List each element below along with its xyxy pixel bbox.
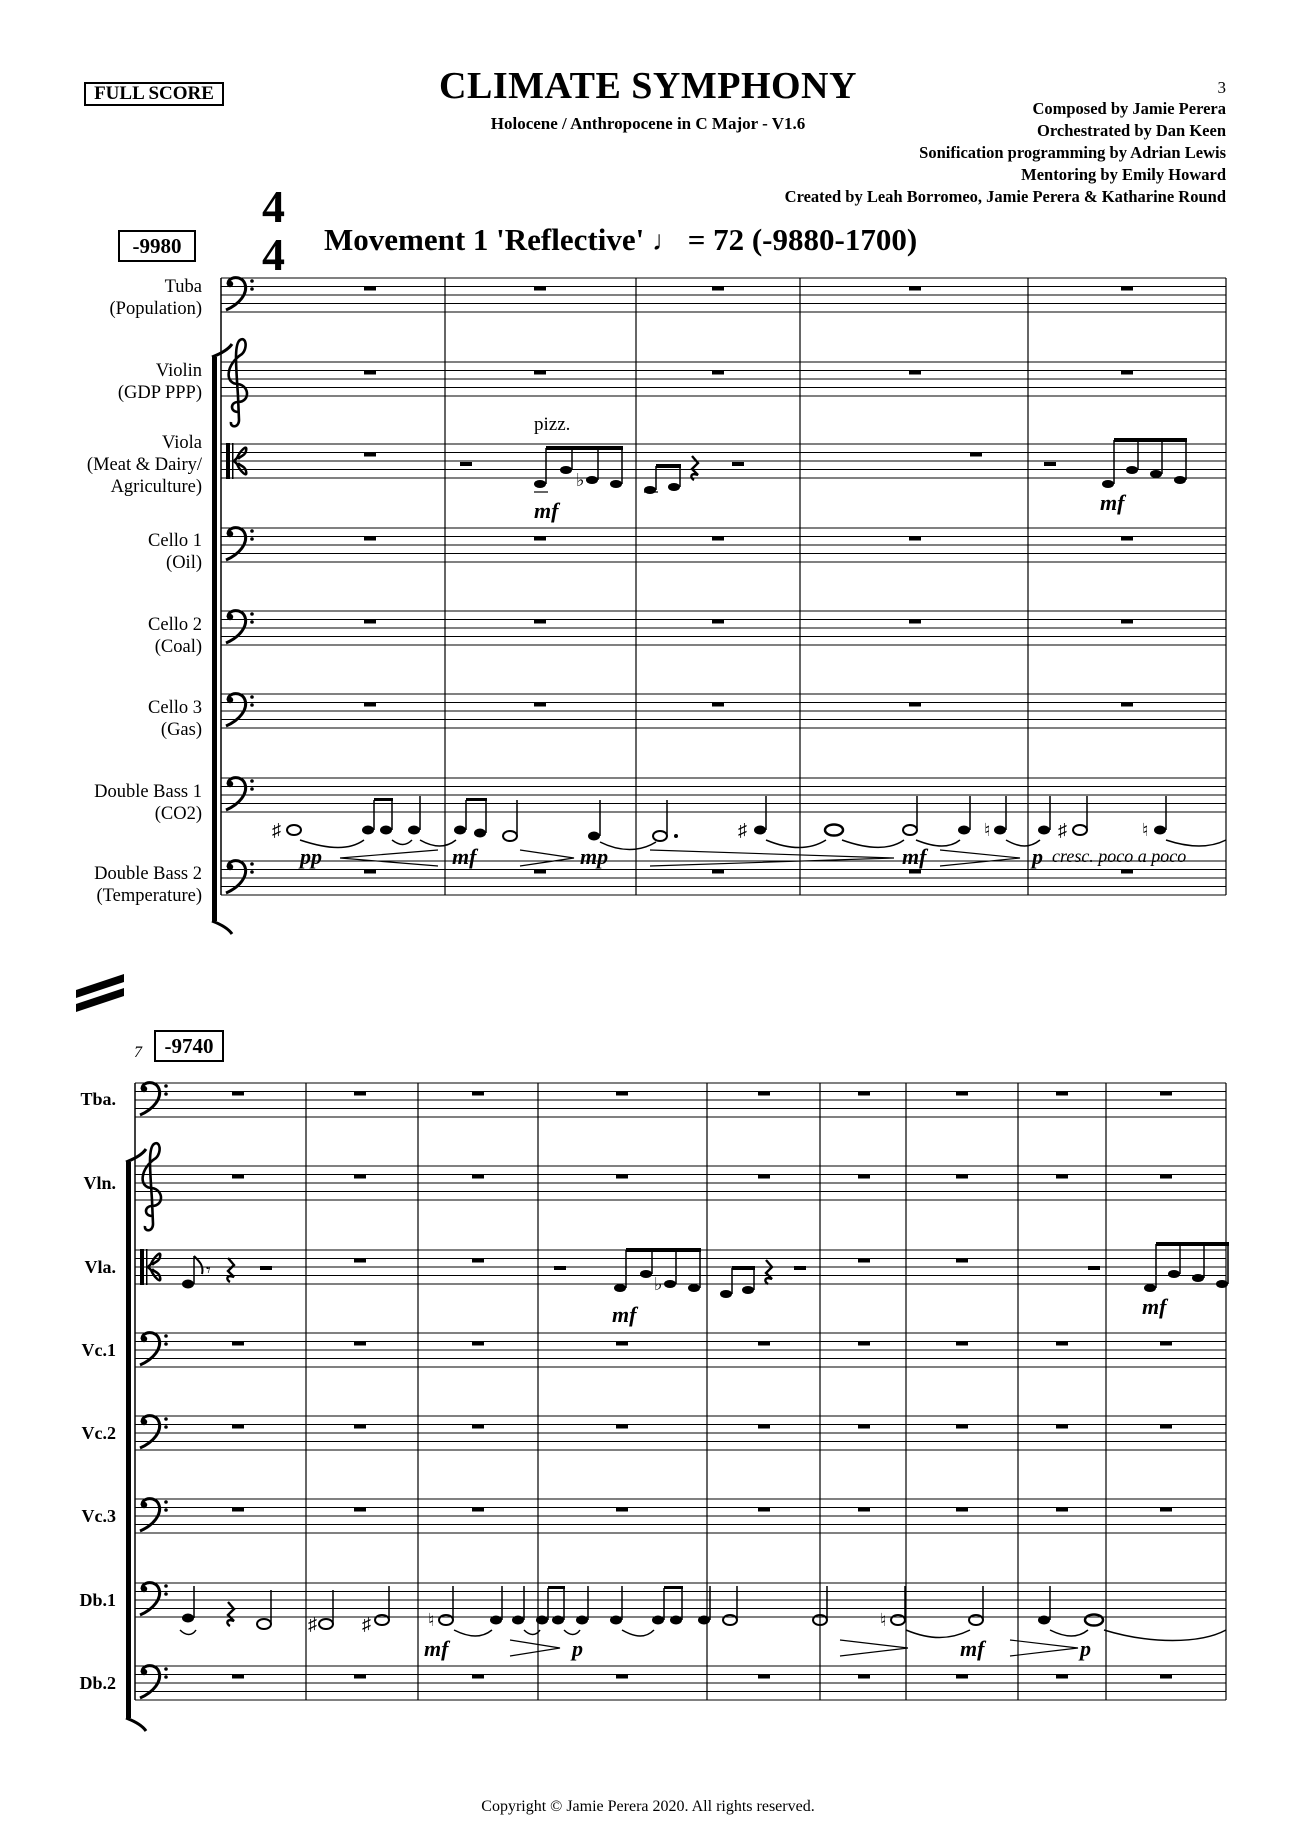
whole-rest — [909, 703, 921, 707]
viola-notes-m6 — [1044, 438, 1187, 488]
bass-clef-icon — [226, 611, 254, 643]
whole-rest — [956, 1508, 968, 1512]
quarter-note-icon: ♩ — [651, 226, 680, 257]
whole-rest — [534, 287, 546, 291]
whole-rest — [712, 371, 724, 375]
whole-rest — [232, 1092, 244, 1096]
instrument-abbr-violin: Vln. — [83, 1173, 116, 1193]
whole-rest — [472, 1342, 484, 1346]
svg-text:♮: ♮ — [984, 820, 991, 840]
whole-rest — [472, 1175, 484, 1179]
whole-rest — [1121, 703, 1133, 707]
staff — [221, 778, 1226, 812]
credit-line: Composed by Jamie Perera — [1032, 99, 1226, 118]
credit-line: Orchestrated by Dan Keen — [1037, 121, 1226, 140]
bass-clef-icon — [140, 1083, 168, 1115]
whole-rest — [534, 371, 546, 375]
whole-rest — [354, 1425, 366, 1429]
whole-rest — [758, 1175, 770, 1179]
rehearsal-mark: -9980 — [118, 230, 196, 262]
whole-rest — [1121, 537, 1133, 541]
instrument-label-double-bass-2: Double Bass 2 (Temperature) — [94, 864, 202, 906]
treble-clef-icon — [229, 339, 247, 426]
dynamic-marking: mf — [534, 498, 559, 523]
staff — [135, 1499, 1226, 1533]
whole-rest — [534, 537, 546, 541]
svg-text:♯: ♯ — [1058, 820, 1067, 840]
dynamic-marking: p — [572, 1636, 583, 1661]
whole-rest — [616, 1425, 628, 1429]
bass-clef-icon — [140, 1583, 168, 1615]
whole-rest — [858, 1092, 870, 1096]
whole-rest — [858, 1175, 870, 1179]
whole-rest — [909, 287, 921, 291]
whole-rest — [364, 870, 376, 874]
staff — [221, 443, 1226, 479]
whole-rest — [712, 287, 724, 291]
instrument-label-violin: Violin (GDP PPP) — [117, 361, 202, 403]
svg-text:𝄾: 𝄾 — [206, 1260, 211, 1280]
whole-rest — [1121, 371, 1133, 375]
whole-rest — [956, 1175, 968, 1179]
staff — [135, 1416, 1226, 1450]
whole-rest — [1056, 1175, 1068, 1179]
string-bracket — [212, 344, 232, 934]
whole-rest — [616, 1508, 628, 1512]
whole-rest — [712, 703, 724, 707]
whole-rest — [758, 1092, 770, 1096]
dynamic-marking: mf — [612, 1302, 637, 1327]
whole-rest — [909, 537, 921, 541]
whole-rest — [1121, 287, 1133, 291]
instrument-label-tuba: Tuba (Population) — [109, 277, 202, 319]
staff — [221, 278, 1226, 312]
whole-rest — [758, 1425, 770, 1429]
whole-rest — [956, 1342, 968, 1346]
whole-rest — [956, 1425, 968, 1429]
credit-line: Sonification programming by Adrian Lewis — [919, 143, 1226, 162]
dynamic-marking: mf — [424, 1636, 449, 1661]
instrument-abbr-cello-1: Vc.1 — [81, 1340, 116, 1360]
whole-rest — [956, 1259, 968, 1263]
whole-rest — [616, 1342, 628, 1346]
db1-notes-system2 — [180, 1586, 1226, 1656]
dynamic-marking: mf — [1142, 1294, 1167, 1319]
rehearsal-mark: -9740 — [154, 1030, 224, 1062]
whole-rest — [1160, 1342, 1172, 1346]
system-1 — [212, 181, 1226, 934]
whole-rest — [472, 1425, 484, 1429]
measure-number: 7 — [134, 1044, 142, 1061]
dynamic-marking: mp — [580, 844, 609, 869]
svg-text:♯: ♯ — [308, 1614, 317, 1634]
whole-rest — [534, 620, 546, 624]
page-number: 3 — [1217, 78, 1226, 97]
instrument-label-double-bass-1: Double Bass 1 (CO2) — [94, 782, 202, 824]
staff — [221, 611, 1226, 645]
viola-notes-m10 — [554, 1248, 806, 1298]
dynamic-marking: mf — [1100, 490, 1125, 515]
time-signature-bottom: 4 — [262, 229, 285, 280]
whole-rest — [858, 1425, 870, 1429]
whole-rest — [712, 620, 724, 624]
whole-rest — [1160, 1175, 1172, 1179]
dynamic-marking: p — [1080, 1636, 1091, 1661]
whole-rest — [858, 1342, 870, 1346]
whole-rest — [232, 1675, 244, 1679]
system-separator — [76, 974, 124, 1012]
whole-rest — [354, 1092, 366, 1096]
credit-line: Mentoring by Emily Howard — [1021, 165, 1226, 184]
instrument-abbr-double-bass-2: Db.2 — [79, 1673, 116, 1693]
whole-rest — [956, 1092, 968, 1096]
whole-rest — [712, 537, 724, 541]
bass-clef-icon — [140, 1416, 168, 1448]
whole-rest — [956, 1675, 968, 1679]
bass-clef-icon — [226, 778, 254, 810]
whole-rest — [1056, 1342, 1068, 1346]
svg-text:♭: ♭ — [654, 1274, 663, 1294]
movement-text: Movement 1 'Reflective' — [324, 222, 645, 257]
bass-clef-icon — [226, 861, 254, 893]
whole-rest — [1056, 1675, 1068, 1679]
whole-rest — [758, 1508, 770, 1512]
credit-line: Created by Leah Borromeo, Jamie Perera & Katharine Round — [784, 187, 1226, 206]
whole-rest — [364, 287, 376, 291]
whole-rest — [1160, 1675, 1172, 1679]
whole-rest — [1121, 870, 1133, 874]
whole-rest — [1056, 1092, 1068, 1096]
score-subtitle: Holocene / Anthropocene in C Major - V1.6 — [490, 114, 806, 133]
whole-rest — [909, 870, 921, 874]
instrument-abbr-double-bass-1: Db.1 — [79, 1590, 116, 1610]
whole-rest — [364, 371, 376, 375]
staff — [135, 1249, 1226, 1285]
instrument-label-cello-2: Cello 2 (Coal) — [148, 615, 202, 657]
dynamic-marking: mf — [902, 844, 927, 869]
whole-rest — [1121, 620, 1133, 624]
pizz-marking: pizz. — [534, 414, 571, 435]
whole-rest — [1160, 1425, 1172, 1429]
whole-rest — [354, 1508, 366, 1512]
cresc-marking: cresc. poco a poco — [1052, 846, 1187, 866]
staff — [221, 339, 1226, 426]
svg-text:♮: ♮ — [1142, 820, 1149, 840]
whole-rest — [1056, 1508, 1068, 1512]
bass-clef-icon — [140, 1666, 168, 1698]
bass-clef-icon — [226, 694, 254, 726]
svg-text:♮: ♮ — [428, 1610, 435, 1630]
whole-rest — [616, 1092, 628, 1096]
whole-rest — [354, 1342, 366, 1346]
bass-clef-icon — [226, 278, 254, 310]
whole-rest — [364, 620, 376, 624]
treble-clef-icon — [143, 1143, 161, 1230]
svg-text:♮: ♮ — [880, 1610, 887, 1630]
whole-rest — [534, 703, 546, 707]
time-signature-top: 4 — [262, 181, 285, 232]
whole-rest — [354, 1175, 366, 1179]
whole-rest — [616, 1175, 628, 1179]
svg-text:♯: ♯ — [272, 820, 281, 840]
whole-rest — [909, 620, 921, 624]
whole-rest — [1160, 1092, 1172, 1096]
whole-rest — [1160, 1508, 1172, 1512]
whole-rest — [970, 453, 982, 457]
whole-rest — [354, 1259, 366, 1263]
svg-text:♯: ♯ — [738, 820, 747, 840]
whole-rest — [472, 1508, 484, 1512]
bass-clef-icon — [226, 528, 254, 560]
whole-rest — [858, 1259, 870, 1263]
whole-rest — [1056, 1425, 1068, 1429]
bass-clef-icon — [140, 1499, 168, 1531]
whole-rest — [364, 537, 376, 541]
staff — [221, 528, 1226, 562]
whole-rest — [364, 453, 376, 457]
dynamic-marking: p — [1032, 844, 1043, 869]
whole-rest — [232, 1175, 244, 1179]
instrument-label-cello-3: Cello 3 (Gas) — [148, 698, 202, 740]
flat-sign: ♭ — [576, 470, 585, 490]
whole-rest — [472, 1259, 484, 1263]
copyright-footer: Copyright © Jamie Perera 2020. All rights reserved. — [481, 1798, 815, 1815]
staff — [135, 1143, 1226, 1230]
whole-rest — [364, 703, 376, 707]
whole-rest — [232, 1425, 244, 1429]
string-bracket — [126, 1149, 146, 1731]
svg-text:♯: ♯ — [362, 1614, 371, 1634]
instrument-abbr-cello-2: Vc.2 — [81, 1423, 116, 1443]
staff — [135, 1083, 1226, 1117]
whole-rest — [354, 1675, 366, 1679]
whole-rest — [232, 1342, 244, 1346]
instrument-label-viola: Viola (Meat & Dairy/ Agriculture) — [86, 433, 202, 497]
instrument-abbr-viola: Vla. — [84, 1257, 116, 1277]
whole-rest — [232, 1508, 244, 1512]
whole-rest — [472, 1675, 484, 1679]
bass-clef-icon — [140, 1333, 168, 1365]
instrument-abbr-cello-3: Vc.3 — [81, 1506, 116, 1526]
system-2 — [126, 1083, 1229, 1731]
staff — [135, 1333, 1226, 1367]
whole-rest — [616, 1675, 628, 1679]
score-title: CLIMATE SYMPHONY — [439, 65, 857, 107]
whole-rest — [534, 870, 546, 874]
staff — [221, 694, 1226, 728]
instrument-label-cello-1: Cello 1 (Oil) — [148, 531, 202, 573]
whole-rest — [758, 1675, 770, 1679]
whole-rest — [472, 1092, 484, 1096]
whole-rest — [909, 371, 921, 375]
whole-rest — [758, 1342, 770, 1346]
dynamic-marking: pp — [300, 844, 322, 869]
dynamic-marking: mf — [960, 1636, 985, 1661]
dynamic-marking: mf — [452, 844, 477, 869]
whole-rest — [858, 1675, 870, 1679]
full-score-label: FULL SCORE — [84, 82, 224, 106]
whole-rest — [858, 1508, 870, 1512]
instrument-abbr-tuba: Tba. — [80, 1089, 116, 1109]
tempo-text: = 72 (-9880-1700) — [687, 222, 918, 257]
staff — [135, 1666, 1226, 1700]
whole-rest — [712, 870, 724, 874]
